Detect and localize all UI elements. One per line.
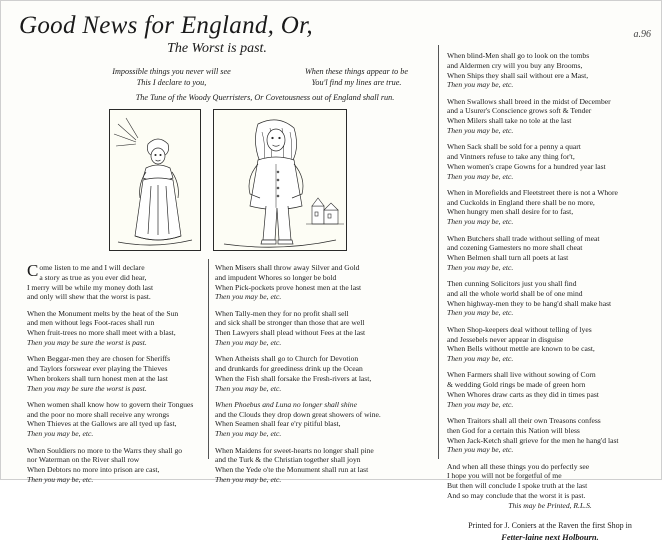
verse-line: When Butchers shall trade without selling of meat (447, 233, 600, 243)
stanza (215, 263, 411, 302)
couplet-line: You'l find my lines are true. (311, 77, 402, 87)
verse-line: But then will conclude I spoke truth at the last (447, 481, 588, 491)
woodcut-man-art (214, 110, 346, 250)
verse-line: and the Turk & the Christian together shall joyn (215, 455, 361, 465)
stanza (27, 354, 203, 393)
verse-burden: Then you may be, etc. (27, 429, 94, 439)
verse-line: Then cunning Solicitors just you shall find (447, 279, 577, 289)
verse-line: and Cuckolds in England there shall be no more, (447, 197, 595, 207)
verse-line: When fruit-trees no more shall meet with a blast, (27, 328, 176, 338)
text-column-1 (27, 263, 203, 491)
verse-burden: Then you may be, etc. (447, 171, 514, 181)
stanza (27, 263, 203, 302)
header-couplets (79, 67, 449, 89)
stanza (27, 446, 203, 485)
column-divider-right (438, 45, 439, 459)
tune-line: The Tune of the Woody Querristers, Or Covetousness out of England shall run. (135, 93, 395, 102)
verse-line: When hungry men shall desire for to fast, (447, 207, 574, 217)
column-divider-left (208, 259, 209, 459)
verse-line: When the Yede o'te the Monument shall run at last (215, 465, 369, 475)
woodcut-woman-art (110, 110, 200, 250)
verse-line: When Beggar-men they are chosen for Sheriffs (27, 354, 171, 364)
verse-burden: Then you may be, etc. (215, 292, 282, 302)
verse-line: I hope you will not be forgetful of me (447, 471, 562, 481)
verse-line: and Taylors forswear ever playing the Thieves (27, 364, 168, 374)
verse-line: When Tally-men they for no profit shall sell (215, 308, 349, 318)
verse-line: and a Usurer's Conscience grows soft & Tender (447, 106, 592, 116)
verse-line: nor Waterman on the River shall row (27, 455, 140, 465)
verse-line: and cozening Gamesters no more shall cheat (447, 243, 583, 253)
verse-line: When Pick-pockets prove honest men at the last (215, 282, 362, 292)
folio-mark: a.96 (633, 29, 651, 40)
stanza (447, 279, 653, 318)
couplet-line: When these things appear to be (304, 67, 408, 76)
imprint-line-1: Printed for J. Coniers at the Raven the first Shop in (468, 520, 632, 530)
verse-line: When brokers shall turn honest men at the last (27, 373, 168, 383)
verse-burden: Then you may be, etc. (215, 337, 282, 347)
text-column-3 (447, 51, 653, 543)
stanza (27, 309, 203, 348)
verse-burden: Then you may be, etc. (447, 80, 514, 90)
verse-burden: Then you may be, etc. (447, 217, 514, 227)
verse-burden: Then you may be, etc. (447, 125, 514, 135)
verse-line: When the Fish shall forsake the Fresh-rivers at last, (215, 373, 372, 383)
verse-line: When Souldiers no more to the Warrs they shall go (27, 445, 183, 455)
stanza (447, 416, 653, 455)
stanza (447, 325, 653, 364)
header-couplet-right (264, 67, 449, 89)
stanza (447, 370, 653, 409)
verse-line: and only will shew that the worst is past. (27, 292, 151, 302)
verse-line: When Ships they shall sail without ere a Mast, (447, 70, 589, 80)
verse-burden: Then you may be, etc. (447, 445, 514, 455)
verse-line: When Seamen shall fear e'ry pitiful blast, (215, 419, 341, 429)
verse-line: When in Morefields and Fleetstreet there is not a Whore (447, 187, 618, 197)
verse-line: and drunkards for greediness drink up the Ocean (215, 364, 363, 374)
stanza (215, 446, 411, 485)
verse-line: Then Lawyers shall plead without Fees at the last (215, 328, 366, 338)
verse-line: When Traitors shall all their own Treasons confess (447, 416, 601, 425)
page-subtitle: The Worst is past. (167, 41, 267, 57)
drop-cap: C (27, 261, 39, 280)
verse-burden: Then you may be, etc. (447, 262, 514, 272)
stanza (447, 97, 653, 136)
verse-burden: Then you may be, etc. (215, 474, 282, 484)
verse-burden: Then you may be, etc. (447, 354, 514, 364)
verse-line: and Vintners refuse to take any thing for't, (447, 152, 575, 162)
verse-line: When Atheists shall go to Church for Devotion (215, 354, 359, 364)
stanza (447, 142, 653, 181)
page-title: Good News for England, Or, (19, 12, 313, 39)
verse-line: When the Monument melts by the heat of the Sun (27, 308, 179, 318)
verse-burden: Then you may be, etc. (447, 399, 514, 409)
woodcut-woman (109, 109, 201, 251)
header-couplet-left (79, 67, 264, 89)
woodcut-man-and-town (213, 109, 347, 251)
verse-line: When blind-Men shall go to look on the tombs (447, 51, 590, 60)
imprint-line-2: Fetter-laine next Holbourn. (501, 532, 599, 543)
stanza (215, 354, 411, 393)
verse-line: When Thieves at the Gallows are all tyed up fast, (27, 419, 177, 429)
verse-burden: Then you may be sure the worst is past. (27, 337, 147, 347)
verse-line: I merry will be while my money doth last (27, 282, 154, 292)
verse-line: When Phoebus and Luna no longer shall shine (215, 399, 357, 409)
verse-line: And so may conclude that the worst it is past. (447, 490, 586, 500)
stanza-final (447, 462, 653, 511)
verse-line: When Maidens for sweet-hearts no longer shall pine (215, 445, 374, 455)
stanza (27, 400, 203, 439)
verse-line: When women shall know how to govern their Tongues (27, 399, 194, 409)
verse-line: a story as true as you ever did hear, (39, 272, 147, 282)
verse-line: and all the whole world shall be of one mind (447, 288, 583, 298)
licence-note: This may be Printed, R.L.S. (508, 500, 592, 510)
stanza (447, 51, 653, 90)
imprint (447, 520, 653, 543)
verse-burden: Then you may be, etc. (27, 474, 94, 484)
verse-line: When Sack shall be sold for a penny a quart (447, 142, 581, 152)
verse-line: And when all these things you do perfectly see (447, 461, 590, 471)
verse-line: and impudent Whores so longer be bold (215, 272, 337, 282)
verse-line: When Misers shall throw away Silver and Gold (215, 263, 360, 272)
verse-burden: Then you may be, etc. (215, 429, 282, 439)
verse-line: When Swallows shall breed in the midst of December (447, 96, 611, 106)
verse-burden: Then you may be, etc. (447, 308, 514, 318)
verse-line: ome listen to me and I will declare (39, 263, 145, 272)
verse-line: and Aldermen cry will you buy any Brooms, (447, 60, 583, 70)
verse-line: and sick shall be stronger than those that are well (215, 318, 365, 328)
stanza (447, 234, 653, 273)
stanza (215, 400, 411, 439)
verse-line: When Belmen shall turn all poets at last (447, 253, 569, 263)
verse-line: When Debtors no more into prison are cast, (27, 465, 160, 475)
verse-line: and the Clouds they drop down great showers of wine. (215, 409, 381, 419)
couplet-line: This I declare to you, (136, 77, 207, 87)
stanza (215, 309, 411, 348)
verse-line: When Milers shall take no tole at the last (447, 116, 572, 126)
verse-line: When Whores draw carts as they did in times past (447, 389, 599, 399)
verse-line: When Jack-Ketch shall grieve for the men he hang'd last (447, 435, 619, 445)
verse-line: then God for a certain this Nation will bless (447, 425, 580, 435)
verse-line: and the poor no more shall receive any wrongs (27, 409, 170, 419)
verse-burden: Then you may be sure the worst is past. (27, 383, 147, 393)
couplet-line: Impossible things you never will see (112, 67, 231, 76)
verse-line: When Farmers shall live without sowing of Corn (447, 370, 596, 380)
verse-line: and Jessebels never appear in disguise (447, 334, 564, 344)
verse-line: When women's crape Gowns for a hundred year last (447, 161, 606, 171)
stanza (447, 188, 653, 227)
verse-line: & wedding Gold rings be made of green horn (447, 380, 586, 390)
verse-line: When highway-men they to be hang'd shall make hast (447, 298, 612, 308)
verse-line: When Shop-keepers deal without telling of lyes (447, 324, 592, 334)
verse-line: When Bells without mettle are known to be cast, (447, 344, 595, 354)
verse-line: and men without legs Foot-races shall run (27, 318, 155, 328)
verse-burden: Then you may be, etc. (215, 383, 282, 393)
text-column-2 (215, 263, 411, 491)
